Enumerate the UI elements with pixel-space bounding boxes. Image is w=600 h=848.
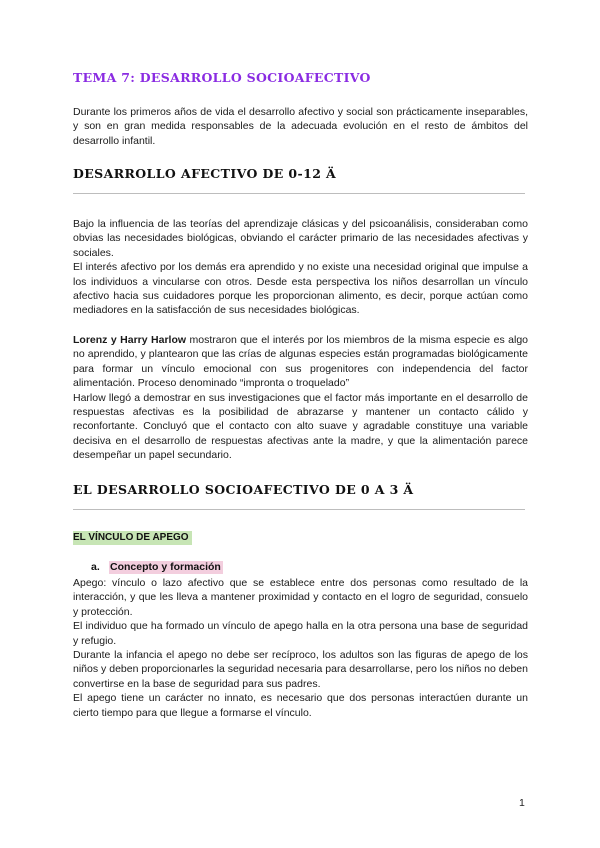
section2-paragraph-2: El individuo que ha formado un vínculo de apego halla en la otra persona una base de seguridad y refugio. <box>73 620 528 647</box>
list-marker: a. <box>91 561 100 573</box>
authors-bold: Lorenz y Harry Harlow <box>73 334 187 346</box>
section2-paragraph-1: Apego: vínculo o lazo afectivo que se establece entre dos personas como resultado de la interacción, y que les lleva a mantener proximidad y contacto en el logro de seguridad, consuelo y protección. <box>73 577 528 618</box>
section-heading-afectivo: DESARROLLO AFECTIVO DE 0-12 Ä <box>73 166 337 181</box>
section1-block-b <box>73 333 528 463</box>
list-item-concepto <box>91 561 223 573</box>
section2-paragraph-3: Durante la infancia el apego no debe ser recíproco, los adultos son las figuras de apego de los niños y deben proporcionarles la seguridad necesaria para desarrollarse, pero los niños no deben convertirse en la base de seguridad para sus padres. <box>73 649 528 690</box>
section1-paragraph-3 <box>73 333 528 391</box>
section-divider <box>73 193 525 194</box>
section2-block <box>73 576 528 720</box>
section1-paragraph-1: Bajo la influencia de las teorías del aprendizaje clásicas y del psicoanálisis, consideraban como obvias las necesidades biológicas, obviando el carácter primario de las necesidades afectivas y sociales. <box>73 218 528 259</box>
section1-block-a <box>73 217 528 318</box>
list-item-title: Concepto y formación <box>110 561 221 573</box>
document-title: TEMA 7: DESARROLLO SOCIOAFECTIVO <box>73 70 371 85</box>
section1-paragraph-3-rest: mostraron que el interés por los miembros de la misma especie es algo no aprendido, y plantearon que las crías de algunas especies están programadas biológicamente para formar un vínculo emocional con sus progenitores con independencia del factor alimentación. Proceso denominado “impronta o troquelado” <box>73 334 528 390</box>
section-heading-socioafectivo: EL DESARROLLO SOCIOAFECTIVO DE 0 A 3 Ä <box>73 482 414 497</box>
section-divider <box>73 509 525 510</box>
page-number: 1 <box>519 797 525 809</box>
section1-paragraph-4: Harlow llegó a demostrar en sus investigaciones que el factor más importante en el desarrollo de respuestas afectivas es la posibilidad de abrazarse y mantener un contacto cálido y reconfortante. Concluyó que el contacto con alto suave y agradable constituye una variable decisiva en el desarrollo de respuestas afectivas ante la madre, y que la alimentación parece desempeñar un papel secundario. <box>73 391 528 462</box>
intro-text: Durante los primeros años de vida el desarrollo afectivo y social son prácticamente inseparables, y son en gran medida responsables de la adecuada evolución en el resto de ámbitos del desarrollo infantil. <box>73 106 528 147</box>
section1-paragraph-2: El interés afectivo por los demás era aprendido y no existe una necesidad original que impulse a los individuos a vincularse con otros. Desde esta perspectiva los niños desarrollan un vínculo afectivo hacia sus cuidadores porque les proporcionan alimento, es decir, porque actúan como mediadores en la satisfacción de sus necesidades biológicas. <box>73 261 528 317</box>
subheading-vinculo-apego: EL VÍNCULO DE APEGO <box>73 531 192 545</box>
section2-paragraph-4: El apego tiene un carácter no innato, es necesario que dos personas interactúen durante un cierto tiempo para que llegue a formarse el vínculo. <box>73 692 528 719</box>
intro-paragraph <box>73 105 528 148</box>
